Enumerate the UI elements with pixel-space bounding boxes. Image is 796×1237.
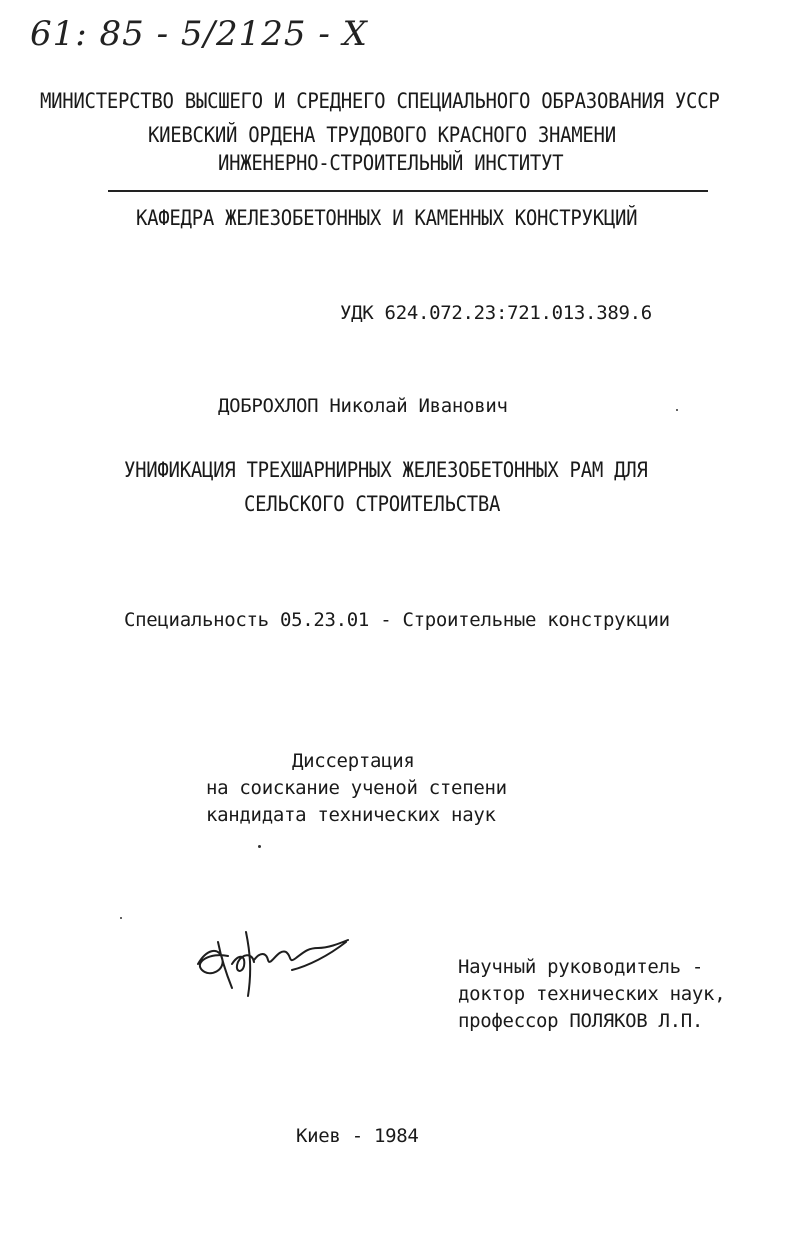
place-year: Киев - 1984	[296, 1125, 419, 1147]
dissertation-line3: кандидата технических наук	[206, 804, 496, 826]
udc-code: УДК 624.072.23:721.013.389.6	[340, 302, 652, 324]
dissertation-line1: Диссертация	[292, 750, 415, 772]
institute-heading-line1: КИЕВСКИЙ ОРДЕНА ТРУДОВОГО КРАСНОГО ЗНАМЕНИ	[148, 123, 616, 148]
title-line2: СЕЛЬСКОГО СТРОИТЕЛЬСТВА	[244, 492, 501, 517]
speck	[258, 845, 261, 848]
author-name: ДОБРОХЛОП Николай Иванович	[218, 395, 508, 417]
header-divider	[108, 190, 708, 192]
department-heading: КАФЕДРА ЖЕЛЕЗОБЕТОННЫХ И КАМЕННЫХ КОНСТРУКЦИЙ	[136, 206, 638, 231]
institute-heading-line2: ИНЖЕНЕРНО-СТРОИТЕЛЬНЫЙ ИНСТИТУТ	[218, 151, 564, 176]
supervisor-line3: профессор ПОЛЯКОВ Л.П.	[458, 1010, 704, 1032]
supervisor-line2: доктор технических наук,	[458, 983, 726, 1005]
archive-mark: 61: 85 - 5/2125 - X	[30, 14, 368, 54]
dissertation-line2: на соискание ученой степени	[206, 777, 507, 799]
ministry-heading: МИНИСТЕРСТВО ВЫСШЕГО И СРЕДНЕГО СПЕЦИАЛЬНОГО ОБРАЗОВАНИЯ УССР	[40, 89, 720, 114]
speck	[120, 917, 122, 919]
author-signature	[188, 912, 358, 1002]
title-line1: УНИФИКАЦИЯ ТРЕХШАРНИРНЫХ ЖЕЛЕЗОБЕТОННЫХ РАМ ДЛЯ	[124, 458, 648, 483]
specialty: Специальность 05.23.01 - Строительные конструкции	[124, 609, 670, 631]
supervisor-line1: Научный руководитель -	[458, 956, 704, 978]
speck	[676, 409, 678, 411]
